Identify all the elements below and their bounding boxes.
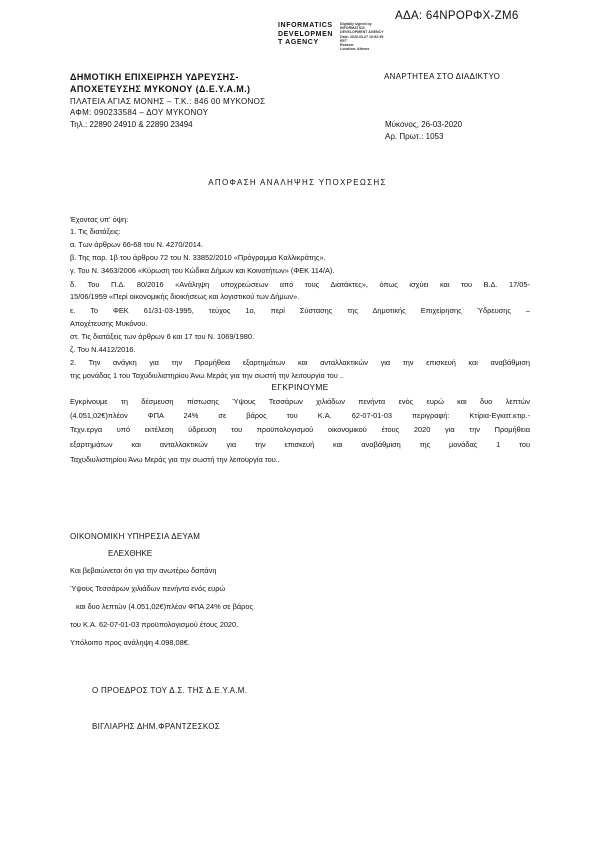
organization-phone: Τηλ.: 22890 24910 & 22890 23494 (70, 120, 193, 129)
finance-line2: Ύψους Τεσσάρων χιλιάδων πενήντα ενός ευρώ (70, 584, 226, 593)
finance-line5: Υπόλοιπο προς ανάληψη 4.098,08€. (70, 638, 190, 647)
approval-line4: εξαρτημάτων και ανταλλακτικών για την επισκευή και αναβάθμιση της μονάδας 1 του (70, 440, 530, 449)
provision-a: α. Των άρθρων 66-68 του Ν. 4270/2014. (70, 240, 203, 249)
provisions-heading: 1. Τις διατάξεις: (70, 227, 121, 236)
organization-name-line2: ΑΠΟΧΕΤΕΥΣΗΣ ΜΥΚΟΝΟΥ (Δ.Ε.Υ.Α.Μ.) (70, 84, 251, 94)
provision-b: β. Της παρ. 1β του άρθρου 72 του Ν. 33852/2010 «Πρόγραμμα Καλλικράτης». (70, 253, 326, 262)
need-line2: της μονάδας 1 του Ταχυδιυλιστηρίου Άνω Μεράς για την σωστή την λειτουργία του .. (70, 371, 344, 380)
finance-checked: ΕΛΕΧΘΗΚΕ (108, 549, 153, 558)
approve-heading: ΕΓΚΡΙΝΟΥΜΕ (271, 382, 329, 392)
considering-line: Έχοντας υπ' όψη: (70, 215, 129, 224)
provision-z: ζ. Του Ν.4412/2016. (70, 345, 136, 354)
need-line1: 2. Την ανάγκη για την Προμήθεια εξαρτημάτων και ανταλλακτικών για την επισκευή και αναβάθμιση (70, 358, 530, 367)
approval-line3: Τεχν.εργα υπό εκτέλεση ύδρευση του προϋπολογισμού οικονομικού έτους 2020 για την Προμήθεια (70, 425, 530, 434)
provision-st: στ. Τις διατάξεις των άρθρων 6 και 17 του Ν. 1069/1980. (70, 332, 255, 341)
document-title: ΑΠΟΦΑΣΗ ΑΝΑΛΗΨΗΣ ΥΠΟΧΡΕΩΣΗΣ (208, 178, 387, 187)
provision-d-line2: 15/06/1959 «Περί οικονομικής διοικήσεως και λογιστικού των Δήμων». (70, 292, 300, 301)
protocol-number: Αρ. Πρωτ.: 1053 (385, 132, 444, 141)
organization-name-line1: ΔΗΜΟΤΙΚΗ ΕΠΙΧΕΙΡΗΣΗ ΥΔΡΕΥΣΗΣ- (70, 72, 239, 82)
signatory-role: Ο ΠΡΟΕΔΡΟΣ ΤΟΥ Δ.Σ. ΤΗΣ Δ.Ε.Υ.Α.Μ. (92, 686, 248, 695)
approval-line1: Εγκρίνουμε τη δέσμευση πίστωσης Ύψους Τεσσάρων χιλιάδων πενήντα ενός ευρώ και δυο λεπτών (70, 397, 530, 406)
finance-line3: και δυο λεπτών (4.051,02€)πλέον ΦΠΑ 24% σε βάρος (76, 602, 254, 611)
signature-stamp-details: Digitally signed by INFORMATICS DEVELOPMENT AGENCY Date: 2020.03.27 10:52:39 EET Reason: Location: Athens (340, 22, 384, 52)
ada-code: ΑΔΑ: 64ΝΡΟΡΦΧ-ΖΜ6 (395, 10, 519, 22)
signature-stamp-name: INFORMATICS DEVELOPMEN T AGENCY (278, 22, 334, 46)
finance-line4: του Κ.Α. 62-07-01-03 προϋπολογισμού έτους 2020. (70, 620, 239, 629)
posting-note: ΑΝΑΡΤΗΤΕΑ ΣΤΟ ΔΙΑΔΙΚΤΥΟ (384, 72, 501, 81)
provision-e-line2: Αποχέτευσης Μυκόνου. (70, 319, 148, 328)
organization-address: ΠΛΑΤΕΙΑ ΑΓΙΑΣ ΜΟΝΗΣ – Τ.Κ.: 846 00 ΜΥΚΟΝΟΣ (70, 97, 266, 106)
provision-d-line1: δ. Του Π.Δ. 80/2016 «Ανάληψη υποχρεώσεων από τους Διατάκτες», όπως ισχύει και του Β.Δ. 17/05- (70, 280, 530, 289)
provision-e-line1: ε. Το ΦΕΚ 61/31-03-1995, τεύχος 1ο, περί Σύστασης της Δημοτικής Επιχείρησης Ύδρευσης – (70, 306, 530, 315)
approval-line5: Ταχυδιυλιστηρίου Άνω Μεράς για την σωστή την λειτουργία του.. (70, 455, 280, 464)
document-date: Μύκονος, 26-03-2020 (385, 120, 463, 129)
finance-line1: Και βεβαιώνεται ότι για την ανωτέρω δαπάνη (70, 566, 217, 575)
approval-line2: (4.051,02€)πλέον ΦΠΑ 24% σε βάρος του Κ.Α. 62-07-01-03 περιγραφή: Κτίρια-Εγκατ.κτιρ.- (70, 411, 530, 420)
finance-department: ΟΙΚΟΝΟΜΙΚΗ ΥΠΗΡΕΣΙΑ ΔΕΥΑΜ (70, 532, 201, 541)
signatory-name: ΒΙΓΛΙΑΡΗΣ ΔΗΜ.ΦΡΑΝΤΖΕΣΚΟΣ (92, 722, 221, 731)
provision-c: γ. Του Ν. 3463/2006 «Κύρωση του Κώδικα Δήμων και Κοινοτήτων» (ΦΕΚ 114/Α). (70, 266, 335, 275)
organization-tax-id: ΑΦΜ: 090233584 – ΔΟΥ ΜΥΚΟΝΟΥ (70, 108, 209, 117)
